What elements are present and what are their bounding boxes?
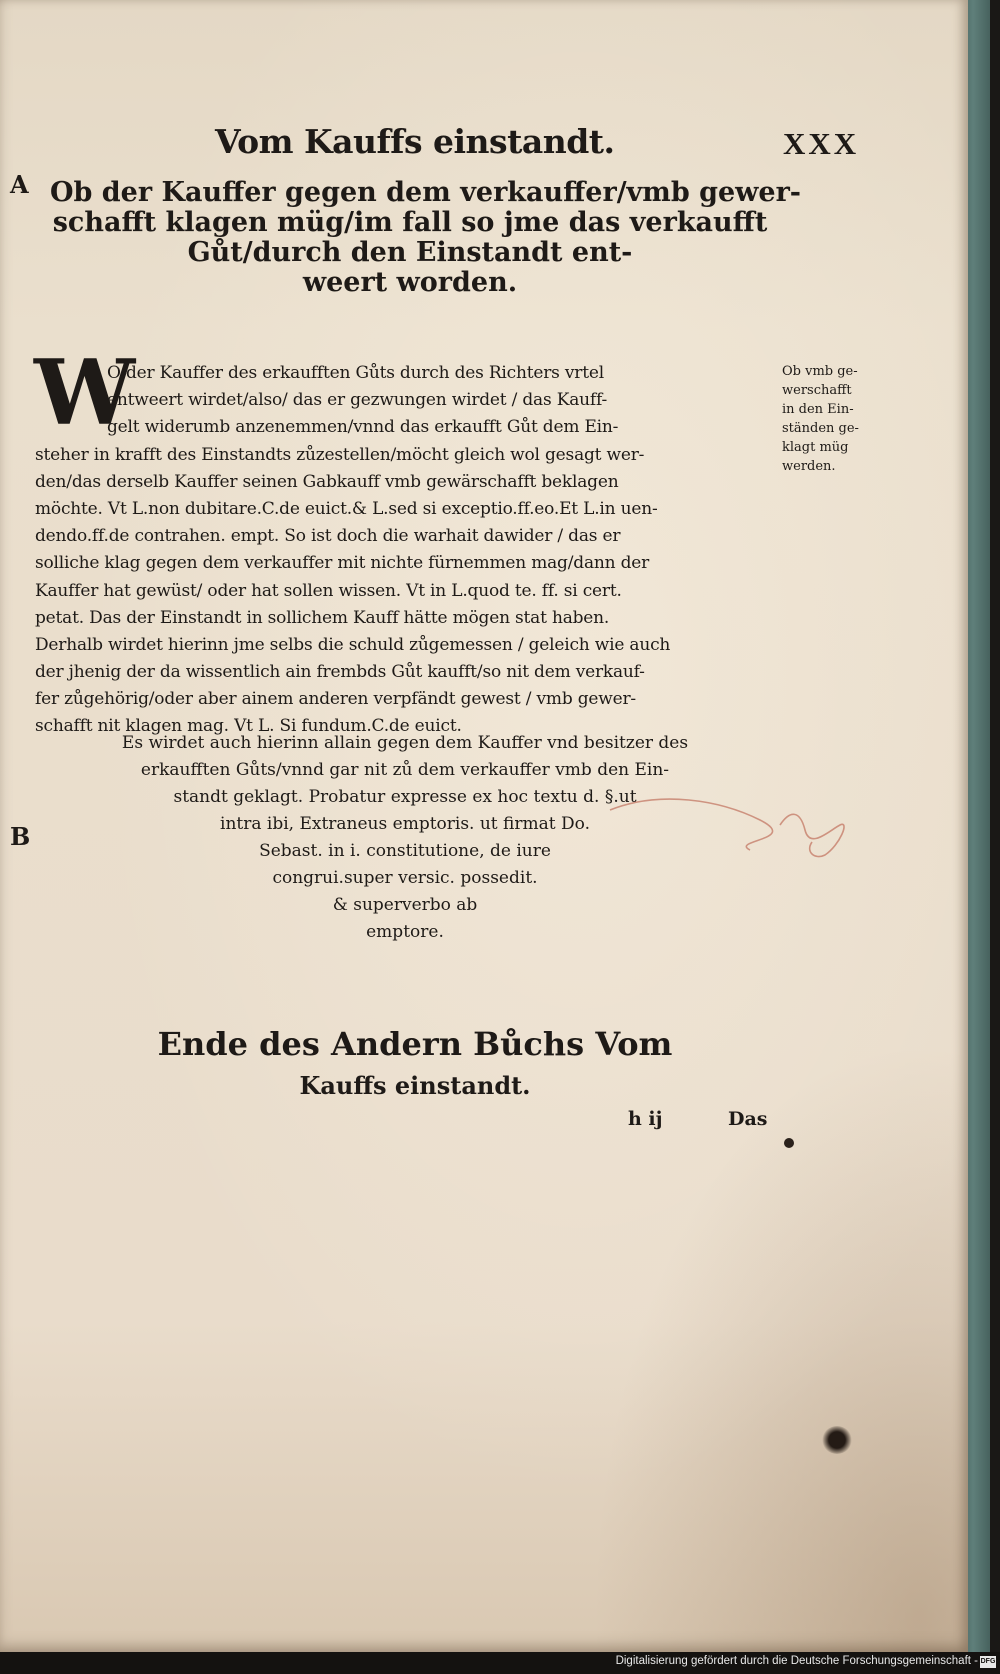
closing-line: Es wirdet auch hierinn allain gegen dem Kauffer vnd besitzer des — [121, 733, 689, 753]
body-line: der jhenig der da wissentlich ain frembds Gůt kaufft/so nit dem verkauf- — [35, 662, 645, 683]
body-line: Derhalb wirdet hierinn jme selbs die schuld zůgemessen / geleich wie auch — [35, 634, 671, 655]
margin-signature-a: A — [10, 170, 29, 199]
margin-note-line: Ob vmb ge- — [782, 364, 858, 379]
chapter-title-line: schafft klagen müg/im fall so jme das verkaufft — [52, 207, 768, 238]
closing-line: erkaufften Gůts/vnnd gar nit zů dem verkauffer vmb den Ein- — [140, 760, 670, 780]
red-pencil-annotation — [600, 770, 860, 890]
chapter-title-line: Ob der Kauffer gegen dem verkauffer/vmb gewer- — [50, 177, 802, 208]
body-line: dendo.ff.de contrahen. empt. So ist doch die warhait dawider / das er — [35, 526, 621, 547]
running-head: Vom Kauffs einstandt. — [215, 122, 615, 161]
body-line: gelt widerumb anzenemmen/vnnd das erkaufft Gůt dem Ein- — [107, 417, 619, 438]
closing-line: congrui.super versic. possedit. — [272, 868, 538, 888]
margin-note-line: werden. — [782, 459, 836, 474]
body-line: entweert wirdet/also/ das er gezwungen wirdet / das Kauff- — [107, 390, 608, 411]
drop-cap: W — [34, 340, 136, 446]
closing-line: intra ibi, Extraneus emptoris. ut firmat Do. — [220, 814, 590, 834]
book-end-title — [140, 1022, 690, 1106]
footer-credit: Digitalisierung gefördert durch die Deutsche Forschungsgemeinschaft - — [615, 1655, 978, 1667]
margin-note — [782, 362, 882, 476]
closing-line: standt geklagt. Probatur expresse ex hoc textu d. §.ut — [173, 787, 637, 807]
end-title-line: Kauffs einstandt. — [299, 1071, 531, 1100]
closing-line: emptore. — [366, 922, 444, 942]
closing-line: & superverbo ab — [332, 895, 478, 915]
ink-spot — [784, 1138, 794, 1148]
signature-mark: h ij — [628, 1108, 663, 1130]
end-title-line: Ende des Andern Bůchs Vom — [157, 1025, 673, 1063]
chapter-title-line: weert worden. — [302, 267, 518, 298]
ink-blot — [822, 1426, 852, 1454]
folio-number: XXX — [783, 126, 860, 161]
body-line: den/das derselb Kauffer seinen Gabkauff vmb gewärschafft beklagen — [35, 471, 619, 492]
chapter-title — [50, 177, 802, 298]
body-line: steher in krafft des Einstandts zůzestellen/möcht gleich wol gesagt wer- — [35, 444, 645, 465]
body-line: O der Kauffer des erkaufften Gůts durch des Richters vrtel — [107, 363, 604, 383]
closing-line: Sebast. in i. constitutione, de iure — [259, 841, 551, 861]
body-line: fer zůgehörig/oder aber ainem anderen verpfändt gewest / vmb gewer- — [35, 689, 636, 710]
margin-signature-b: B — [10, 822, 31, 851]
chapter-title-line: Gůt/durch den Einstandt ent- — [187, 237, 633, 268]
body-line: solliche klag gegen dem verkauffer mit nichte fürnemmen mag/dann der — [35, 553, 650, 574]
body-line: möchte. Vt L.non dubitare.C.de euict.& L.sed si exceptio.ff.eo.Et L.in uen- — [35, 498, 658, 519]
margin-note-line: in den Ein- — [782, 402, 854, 417]
dfg-logo: DFG — [980, 1656, 996, 1668]
margin-note-line: ständen ge- — [782, 421, 859, 436]
catchword: Das — [728, 1108, 768, 1130]
body-line: petat. Das der Einstandt in sollichem Kauff hätte mögen stat haben. — [35, 607, 610, 628]
margin-note-line: werschafft — [782, 383, 852, 398]
margin-note-line: klagt müg — [782, 440, 849, 455]
body-paragraph — [35, 360, 775, 741]
body-line: Kauffer hat gewüst/ oder hat sollen wissen. Vt in L.quod te. ff. si cert. — [35, 580, 622, 601]
body-line: schafft nit klagen mag. Vt L. Si fundum.C.de euict. — [35, 716, 462, 737]
